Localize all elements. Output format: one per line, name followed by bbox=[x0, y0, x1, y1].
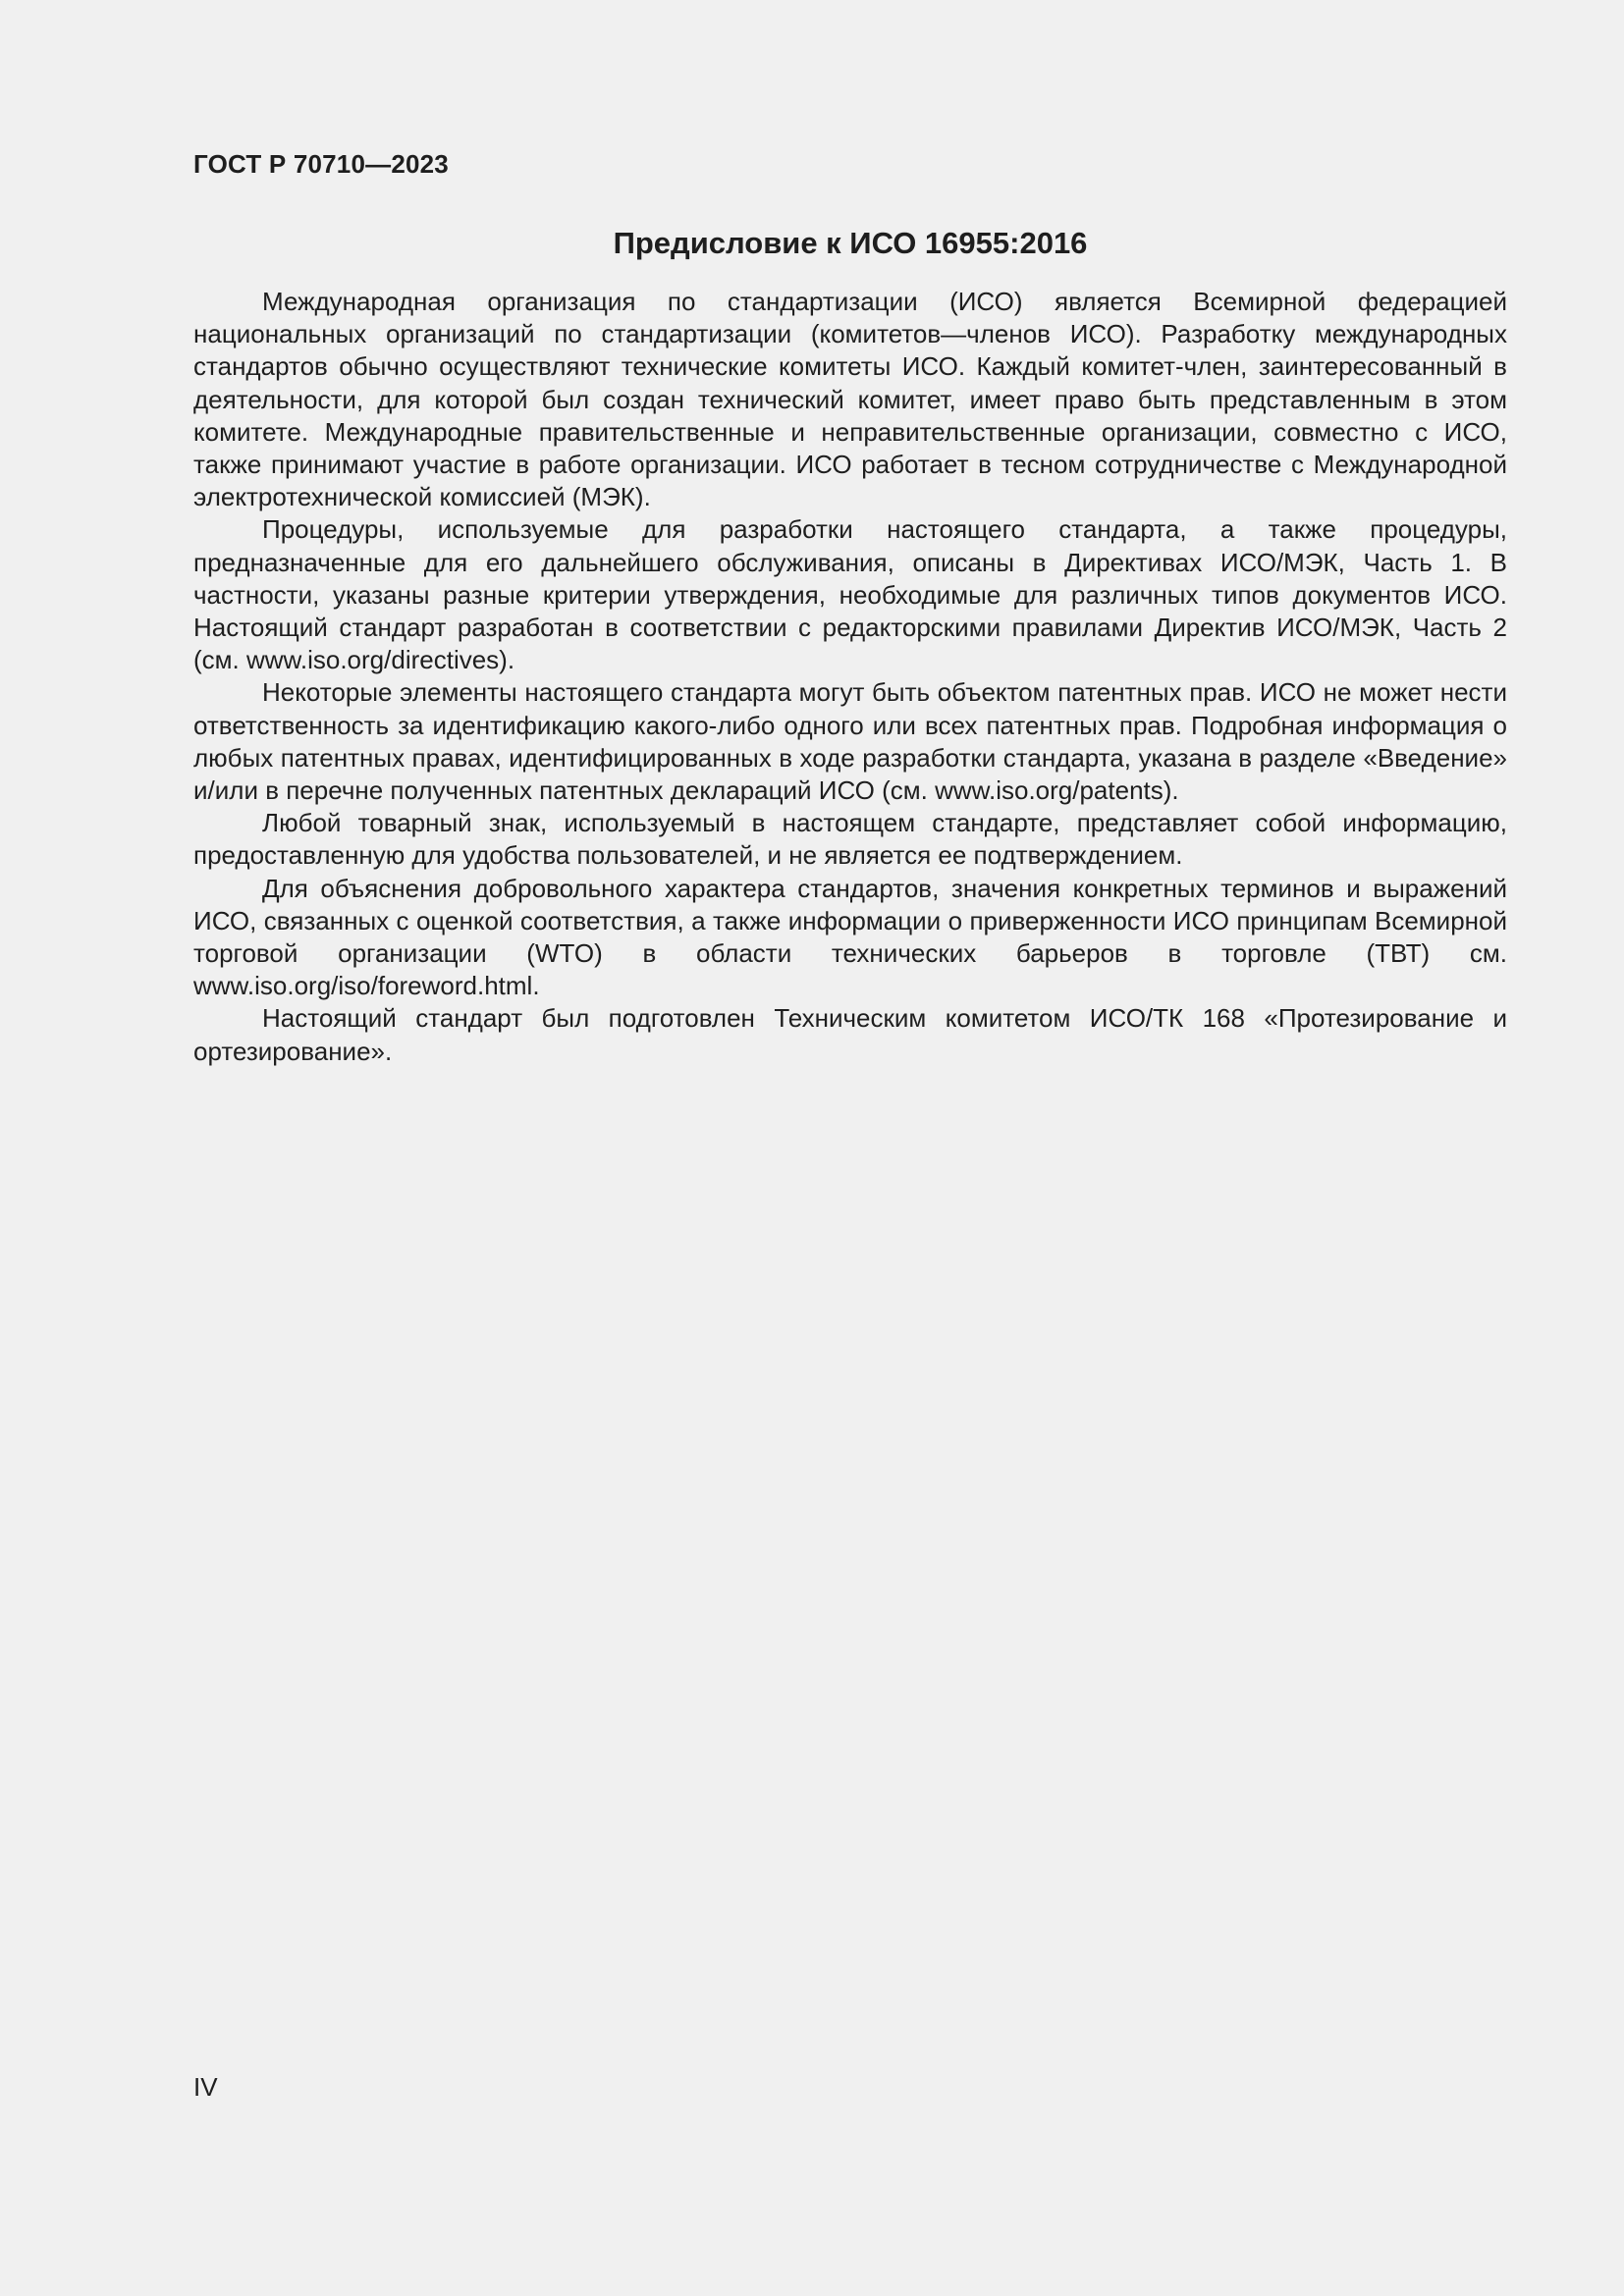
section-title: Предисловие к ИСО 16955:2016 bbox=[613, 226, 1088, 260]
foreword-body bbox=[193, 286, 1507, 1068]
paragraph-iso-organization: Международная организация по стандартизации (ИСО) является Всемирной федерацией национальных организаций по стандартизации (комитетов—членов ИСО). Разработку международных стандартов обычно осуществляют технические комитеты ИСО. Каждый комитет-член, заинтересованный в деятельности, для которой был создан технический комитет, имеет право быть представленным в этом комитете. Международные правительственные и неправительственные организации, совместно с ИСО, также принимают участие в работе организации. ИСО работает в тесном сотрудничестве с Международной электротехнической комиссией (МЭК). bbox=[193, 287, 1507, 512]
paragraph-trademarks: Любой товарный знак, используемый в настоящем стандарте, представляет собой информацию, предоставленную для удобства пользователей, и не является ее подтверждением. bbox=[193, 808, 1507, 871]
paragraph-patents: Некоторые элементы настоящего стандарта могут быть объектом патентных прав. ИСО не может нести ответственность за идентификацию какого-либо одного или всех патентных прав. Подробная информация о любых патентных правах, идентифицированных в ходе разработки стандарта, указана в разделе «Введение» и/или в перечне полученных патентных деклараций ИСО (см. www.iso.org/patents). bbox=[193, 677, 1507, 806]
paragraph-committee: Настоящий стандарт был подготовлен Техническим комитетом ИСО/ТК 168 «Протезирование и ортезирование». bbox=[193, 1003, 1507, 1066]
paragraph-voluntary-nature: Для объяснения добровольного характера стандартов, значения конкретных терминов и выражений ИСО, связанных с оценкой соответствия, а также информации о приверженности ИСО принципам Всемирной торговой организации (WTO) в области технических барьеров в торговле (ТВТ) см. www.iso.org/iso/foreword.html. bbox=[193, 873, 1507, 1001]
paragraph-procedures: Процедуры, используемые для разработки настоящего стандарта, а также процедуры, предназначенные для его дальнейшего обслуживания, описаны в Директивах ИСО/МЭК, Часть 1. В частности, указаны разные критерии утверждения, необходимые для различных типов документов ИСО. Настоящий стандарт разработан в соответствии с редакторскими правилами Директив ИСО/МЭК, Часть 2 (см. www.iso.org/directives). bbox=[193, 514, 1507, 675]
document-code: ГОСТ Р 70710—2023 bbox=[193, 149, 449, 179]
page-number: IV bbox=[193, 2072, 218, 2102]
